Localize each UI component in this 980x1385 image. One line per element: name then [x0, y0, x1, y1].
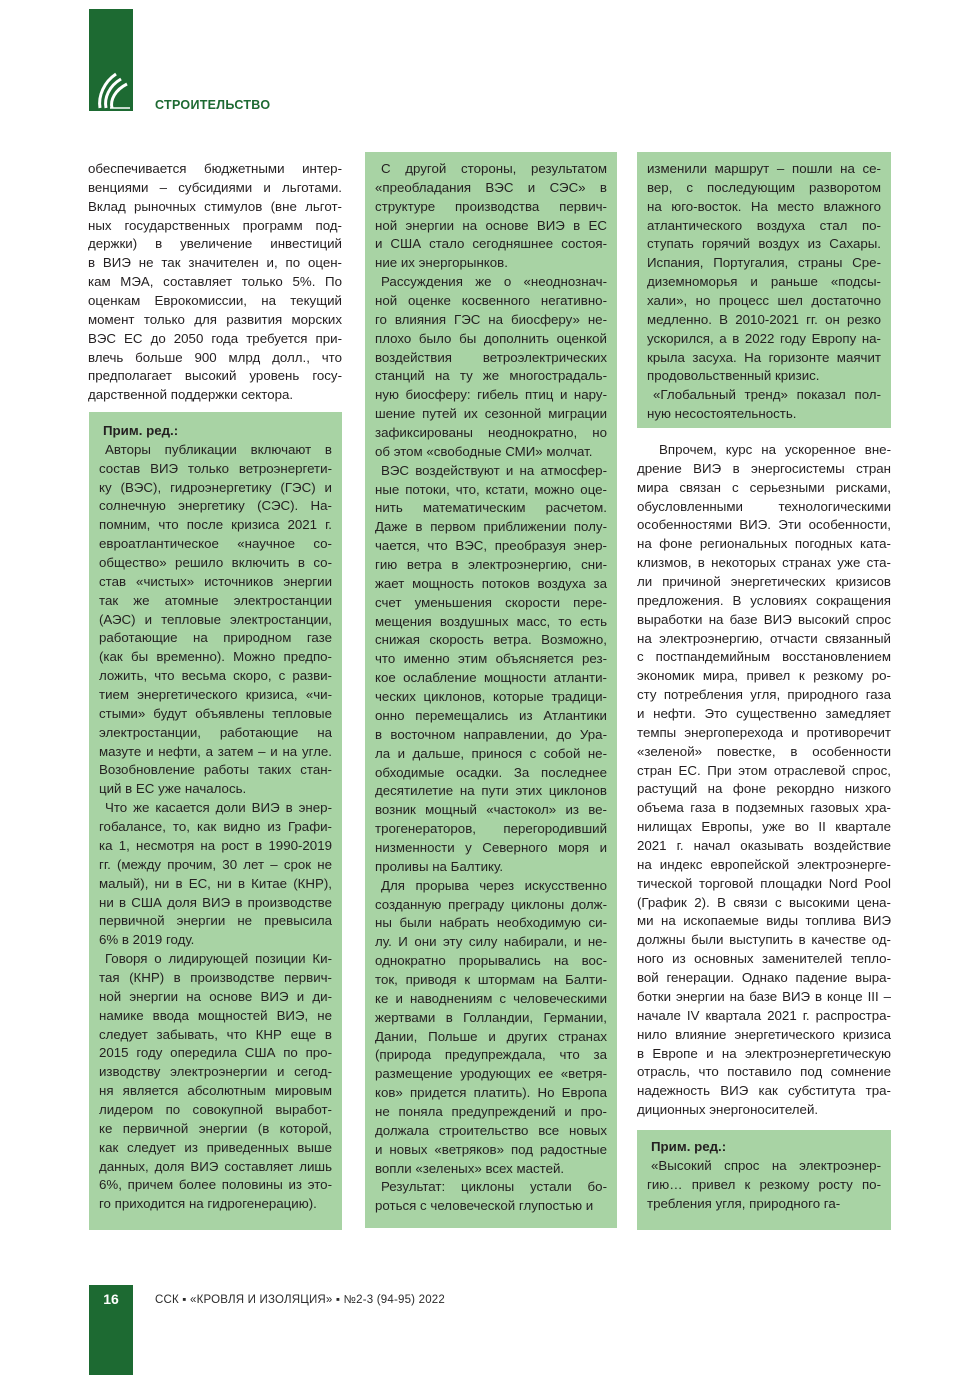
- text-line: ток, приводя к штормам на Балти-: [375, 971, 607, 987]
- text-line: трогенераторов, перегородивший: [375, 821, 607, 837]
- text-line: диземноморья и раньше «подсы-: [647, 274, 881, 290]
- text-line: ческих циклонов, которые традици-: [375, 689, 607, 705]
- text-line: требления угля, природного га-: [647, 1195, 841, 1211]
- text-line: Дании, Польше и других странах: [375, 1028, 607, 1044]
- text-line: работающие на природном газе: [99, 630, 332, 646]
- text-line: Даже в первом приближении полу-: [375, 519, 607, 535]
- text-line: Возобновление работы таких стан-: [99, 762, 332, 778]
- text-line: ми на ископаемые виды топлива ВИЭ: [637, 913, 891, 929]
- text-line: ного из основных заменителей тепло-: [637, 951, 891, 967]
- paragraph: [637, 441, 891, 1120]
- text-line: кам МЭА, составляет только 5%. По: [88, 274, 342, 290]
- left-editor-note: [89, 412, 342, 1230]
- text-line: став «чистых» источников энергии: [99, 573, 332, 589]
- text-line: ные потоки, что, кстати, можно оце-: [375, 481, 607, 497]
- text-line: созданную преграду циклоны долж-: [375, 896, 607, 912]
- text-line: гию ветра в электроэнергию, сни-: [375, 557, 607, 573]
- text-line: Вклад рыночных стимулов (вне льгот-: [88, 198, 342, 214]
- text-line: клизмов, в некоторых странах уже ста-: [637, 555, 891, 571]
- swoosh-logo-icon: [94, 68, 132, 110]
- text-line: в Европе и на электроэнергетическую: [637, 1045, 891, 1061]
- text-line: проливы на Балтику.: [375, 858, 504, 874]
- text-line: мира связан с серьезными рисками,: [637, 479, 891, 495]
- text-line: 2015 году опередила США по про-: [99, 1045, 332, 1061]
- note-title: Прим. ред.:: [651, 1139, 727, 1154]
- text-line: и новых «ветряков» под радостные: [375, 1141, 607, 1157]
- text-line: ке и наводнениям с человеческими: [375, 990, 607, 1006]
- text-line: ня является абсолютным мировым: [99, 1083, 332, 1099]
- text-line: дарственной поддержки сектора.: [88, 387, 294, 403]
- text-line: и США стало сегодняшнее состоя-: [375, 236, 607, 252]
- text-line: венциями – субсидиями и льготами.: [88, 179, 342, 195]
- text-line: должны были выступить в качестве од-: [637, 932, 891, 948]
- text-line: растущий на фоне рекордно низкого: [637, 781, 891, 797]
- paragraph: [375, 462, 607, 877]
- text-line: жертвами в Голландии, Германии,: [375, 1009, 607, 1025]
- text-line: медленно. В 2010-2021 гг. он резко: [647, 311, 881, 327]
- text-line: ли причиной энергетических кризисов: [637, 574, 891, 590]
- text-line: надежность ВИЭ как субститута тра-: [637, 1083, 891, 1099]
- text-line: предполагает высокий уровень госу-: [88, 368, 342, 384]
- text-line: «Глобальный тренд» показал пол-: [653, 387, 881, 403]
- text-line: общество» решило включить в со-: [99, 555, 332, 571]
- text-line: ке первичной энергии (в которой,: [99, 1120, 332, 1136]
- text-line: 6%, причем более половины из это-: [99, 1177, 332, 1193]
- text-line: начале IV квартала 2021 г. распростра-: [637, 1007, 891, 1023]
- text-line: в ВИЭ не так значителен и, по оцен-: [88, 255, 342, 271]
- text-line: гг. (между прочим, 30 лет – срок не: [99, 856, 332, 872]
- text-line: об этом «свободные СМИ» молчат.: [375, 443, 593, 459]
- text-line: в восточном направлении, до Ура-: [375, 726, 607, 742]
- text-line: следует забывать, что КНР еще в: [99, 1026, 332, 1042]
- text-line: Что же касается доли ВИЭ в энер-: [105, 800, 332, 816]
- text-line: вой генерации. Однако падение выра-: [637, 970, 891, 986]
- text-line: однократно прорывались на вос-: [375, 953, 607, 969]
- text-line: диционных энергоносителей.: [637, 1102, 819, 1118]
- text-line: зафиксированы неоднократно, но: [375, 425, 607, 441]
- text-line: отрасль, что поставило под сомнение: [637, 1064, 891, 1080]
- text-line: тической торговой площадки Nord Pool: [637, 875, 891, 891]
- text-line: обеспечивается бюджетными интер-: [88, 161, 342, 176]
- text-line: чается, что ВЭС, преобразуя энер-: [375, 538, 607, 554]
- text-line: не поняла предупреждений и про-: [375, 1103, 607, 1119]
- text-line: ной энергии на основе ВИЭ и ди-: [99, 988, 332, 1004]
- text-line: изменили маршрут – пошли на се-: [647, 161, 881, 176]
- text-line: на юго-восток. На место влажного: [647, 198, 881, 214]
- text-line: Для прорыва через искусственно: [381, 877, 607, 893]
- text-line: гию… привел к резкому росту по-: [647, 1176, 881, 1192]
- text-line: обходимые осадки. За последнее: [375, 764, 607, 780]
- text-line: хали», но процесс шел достаточно: [647, 293, 881, 309]
- text-line: десятилетие на пути этих циклонов: [375, 783, 607, 799]
- text-line: Авторы публикации включают в: [105, 441, 332, 457]
- right-editor-note: [637, 152, 891, 428]
- text-line: стран ЕС. При этом отраслевой спрос,: [637, 762, 891, 778]
- text-line: крыла засуха. На горизонте маячит: [647, 349, 881, 365]
- paragraph: [375, 273, 607, 462]
- text-line: ускорился, а в 2022 году Европу на-: [647, 330, 881, 346]
- paragraph: [647, 160, 881, 386]
- text-line: (природа предупреждала, что за: [375, 1047, 607, 1063]
- text-line: влечь больше 900 млрд долл., что: [88, 349, 342, 365]
- text-line: нилищах Европы, уже во II квартале: [637, 819, 891, 835]
- text-line: ной энергии на основе ВИЭ в ЕС: [375, 217, 607, 233]
- text-line: выработки на базе ВИЭ высокий спрос: [637, 611, 891, 627]
- text-line: евроатлантическое «научное со-: [99, 536, 332, 552]
- text-line: предложения. В условиях сокращения: [637, 592, 891, 608]
- text-line: счет уменьшения скорости пере-: [375, 594, 607, 610]
- text-line: так же атомные электростанции: [99, 592, 332, 608]
- paragraph: [375, 1178, 607, 1216]
- text-line: что именно этим объясняется рез-: [375, 651, 607, 667]
- text-line: оценкам Еврокомиссии, на текущий: [88, 293, 342, 309]
- text-line: (График 2). В связи с высокими цена-: [637, 894, 891, 910]
- text-line: стыми» будут объявлены тепловые: [99, 705, 332, 721]
- text-line: ла и дальше, принося с собой не-: [375, 745, 607, 761]
- text-line: обусловленными технологическими: [637, 498, 891, 514]
- text-line: электростанции, работающие на: [99, 724, 332, 740]
- left-column-text: [88, 160, 342, 405]
- text-line: роться с человеческой глупостью и: [375, 1198, 594, 1214]
- text-line: нило влияние энергетического кризиса: [637, 1026, 891, 1042]
- text-line: шение путей их сезонной миграции: [375, 406, 607, 422]
- right-column-text: [637, 441, 891, 1120]
- paragraph: [647, 1157, 881, 1214]
- text-line: дрение ВИЭ в энергосистемы стран: [637, 460, 891, 476]
- text-line: изводству электроэнергии и сегод-: [99, 1064, 332, 1080]
- middle-editor-note: [365, 152, 617, 1228]
- text-line: ную несостоятельность.: [647, 406, 797, 422]
- text-line: низменности у Северного моря и: [375, 839, 607, 855]
- text-line: объема газа в подземных газовых хра-: [637, 800, 891, 816]
- text-line: станций на ту же многострадаль-: [375, 368, 607, 384]
- text-line: темпы энергоперехода и противоречит: [637, 724, 891, 740]
- text-line: держки) в увеличение инвестиций: [88, 236, 342, 252]
- note-title: Прим. ред.:: [103, 423, 179, 438]
- text-line: первичной энергии не превысила: [99, 913, 332, 929]
- text-line: на индекс европейской электроэнерге-: [637, 856, 891, 872]
- text-line: кое ослабление мощности атланти-: [375, 670, 607, 686]
- text-line: структуре производства первич-: [375, 198, 607, 214]
- text-line: вопли «зеленых» всех мастей.: [375, 1160, 565, 1176]
- text-line: воздействия ветроэлектрических: [375, 349, 607, 365]
- text-line: Впрочем, курс на ускоренное вне-: [659, 442, 891, 457]
- text-line: жает мощность потоков воздуха за: [375, 575, 607, 591]
- text-line: малый), ни в ЕС, ни в Китае (КНР),: [99, 875, 332, 891]
- text-line: должала строительство все новых: [375, 1122, 607, 1138]
- text-line: экономик мира, привел к резкому ро-: [637, 668, 891, 684]
- text-line: «Высокий спрос на электроэнер-: [651, 1157, 881, 1173]
- text-line: как следует из приведенных выше: [99, 1139, 332, 1155]
- page-number: 16: [103, 1291, 119, 1307]
- text-line: ложить, что весьма скоро, с разви-: [99, 668, 332, 684]
- footer-publication: ССК ▪ «КРОВЛЯ И ИЗОЛЯЦИЯ» ▪ №2-3 (94-95) 2022: [155, 1294, 445, 1306]
- text-line: 6% в 2019 году.: [99, 932, 195, 948]
- text-line: ка 1, несмотря на рост в 1990-2019: [99, 837, 332, 853]
- text-line: 2021 г. начал оказывать воздействие: [637, 838, 891, 854]
- paragraph: [99, 441, 332, 799]
- text-line: С другой стороны, результатом: [381, 161, 607, 176]
- text-line: лидером по совокупной выработ-: [99, 1101, 332, 1117]
- text-line: го влияния ГЭС на биосферу» не-: [375, 311, 607, 327]
- text-line: состав ВИЭ только ветроэнергети-: [99, 460, 332, 476]
- text-line: на электроэнергию, отчасти связанный: [637, 630, 891, 646]
- text-line: возник мощный «частокол» из ве-: [375, 802, 607, 818]
- text-line: продовольственный кризис.: [647, 368, 820, 384]
- text-line: плохо было бы дополнить оценкой: [375, 330, 607, 346]
- text-line: ни в США доля ВИЭ в производстве: [99, 894, 332, 910]
- paragraph: [99, 950, 332, 1214]
- text-line: ботки энергии на базе ВИЭ в конце III –: [637, 988, 891, 1004]
- text-line: мазуте и нефти, а затем – и на угле.: [99, 743, 332, 759]
- paragraph: [375, 877, 607, 1179]
- text-line: тая (КНР) в производстве первич-: [99, 969, 332, 985]
- text-line: и нефти. Это существенно замедляет: [637, 706, 891, 722]
- text-line: ных государственных программ под-: [88, 217, 342, 233]
- text-line: онно перемещались из Атлантики: [375, 707, 607, 723]
- text-line: гобалансе, то, как видно из Графи-: [99, 819, 332, 835]
- text-line: ВЭС ЕС до 2050 года требуется при-: [88, 330, 342, 346]
- text-line: Говоря о лидирующей позиции Ки-: [105, 951, 332, 967]
- text-line: лу. И они эту силу набирали, и не-: [375, 934, 607, 950]
- text-line: на фоне региональных погодных ката-: [637, 536, 891, 552]
- text-line: ную биосферу: гибель птиц и нару-: [375, 387, 607, 403]
- text-line: Рассуждения же о «неоднознач-: [381, 274, 607, 290]
- text-line: данных, доля ВИЭ составляет лишь: [99, 1158, 332, 1174]
- paragraph: [88, 160, 342, 405]
- text-line: ций в ЕС уже началось.: [99, 781, 247, 797]
- text-line: размещение уродующих ее «ветря-: [375, 1066, 607, 1082]
- paragraph: [647, 386, 881, 424]
- text-line: ку (ВЭС), гидроэнергетику (ГЭС) и: [99, 479, 332, 495]
- text-line: особенностями ВИЭ. Эти особенности,: [637, 517, 891, 533]
- right-editor-note-2: [637, 1130, 891, 1230]
- paragraph: [375, 160, 607, 273]
- text-line: (как бы временно). Можно предпо-: [99, 649, 332, 665]
- text-line: «преобладания ВЭС и СЭС» в: [375, 179, 607, 195]
- text-line: ние их энергорынков.: [375, 255, 508, 271]
- text-line: ВЭС воздействуют и на атмосфер-: [381, 462, 607, 478]
- text-line: помним, что после кризиса 2021 г.: [99, 517, 332, 533]
- text-line: намике ввода мощностей ВИЭ, не: [99, 1007, 332, 1023]
- text-line: нить математическим расчетом.: [375, 500, 607, 516]
- text-line: ной оценке косвенного негативно-: [375, 293, 607, 309]
- text-line: сту потребления угля, природного газа: [637, 687, 891, 703]
- text-line: момент только для развития морских: [88, 311, 342, 327]
- text-line: атлантического воздуха стал по-: [647, 217, 881, 233]
- text-line: снижая скорость ветра. Возможно,: [375, 632, 607, 648]
- text-line: мещения воздушных масс, то есть: [375, 613, 607, 629]
- text-line: Испания, Португалия, страны Сре-: [647, 255, 881, 271]
- text-line: ступать горячий воздух из Сахары.: [647, 236, 881, 252]
- text-line: тием энергетического кризиса, «чи-: [99, 687, 332, 703]
- text-line: «зеленой» повестке, в особенности: [637, 743, 891, 759]
- text-line: Результат: циклоны устали бо-: [381, 1179, 607, 1195]
- text-line: вер, с последующим разворотом: [647, 179, 881, 195]
- text-line: (АЭС) и тепловые электростанции,: [99, 611, 332, 627]
- text-line: го приходится на гидрогенерацию).: [99, 1196, 317, 1212]
- text-line: солнечную энергетику (СЭС). На-: [99, 498, 332, 514]
- text-line: ны были набрать необходимую си-: [375, 915, 607, 931]
- text-line: с постпандемийным восстановлением: [637, 649, 891, 665]
- section-title: СТРОИТЕЛЬСТВО: [155, 98, 271, 112]
- text-line: ков» придется платить). Но Европа: [375, 1085, 607, 1101]
- paragraph: [99, 799, 332, 950]
